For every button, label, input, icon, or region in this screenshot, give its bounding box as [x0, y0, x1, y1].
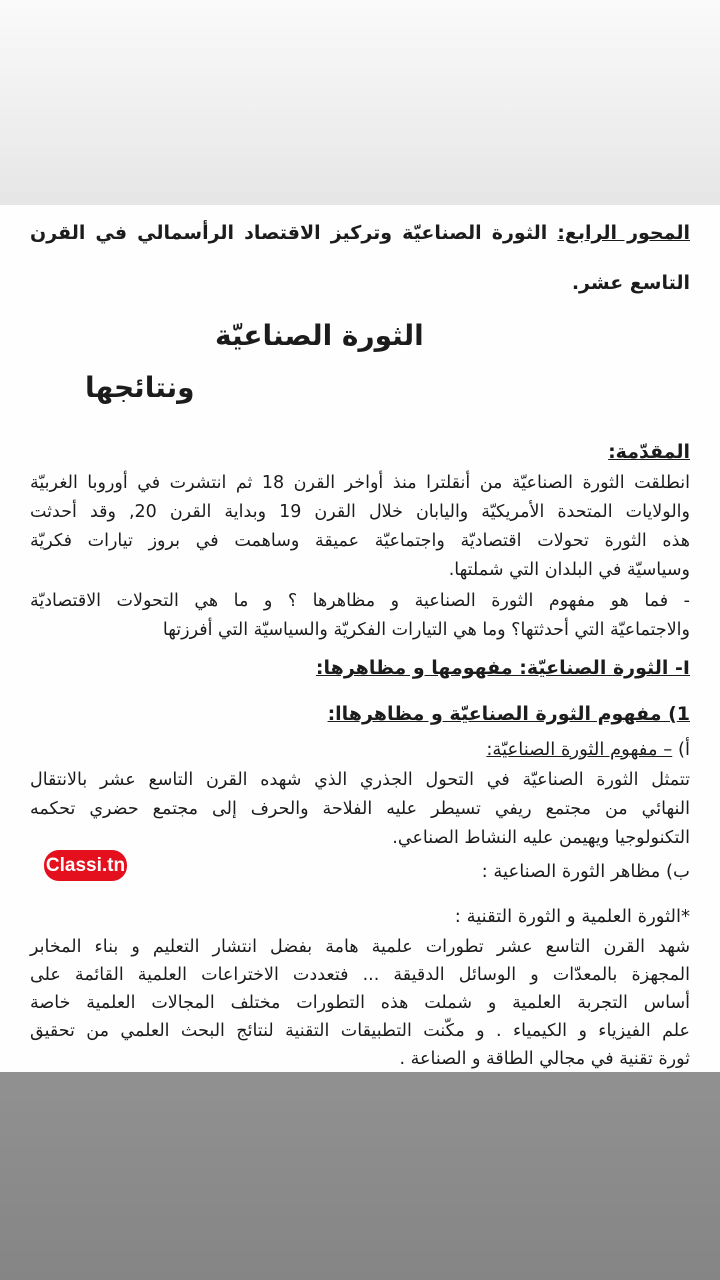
screen-bottom-gray-area — [0, 1072, 720, 1280]
doc-header-line1 — [30, 217, 690, 249]
text-line: والولايات المتحدة الأمريكيّة واليابان خلال القرن 19 وبداية القرن 20, وقد أحدثت — [30, 502, 690, 522]
text-line: شهد القرن التاسع عشر تطورات علمية هامة بفضل انتشار التعليم و بناء المخابر — [30, 937, 690, 957]
doc-header-line2: التاسع عشر. — [571, 272, 690, 294]
science-paragraph — [30, 933, 690, 1073]
text-line: ثورة تقنية في مجالي الطاقة و الصناعة . — [399, 1049, 690, 1069]
definition-paragraph — [30, 766, 690, 853]
text-line: - فما هو مفهوم الثورة الصناعية و مظاهرها ؟ و ما هي التحولات الاقتصاديّة — [30, 591, 690, 611]
text-line: النهائي من مجتمع ريفي تسيطر عليه الفلاحة والحرف إلى مجتمع حضري تحكمه — [30, 799, 690, 819]
screen-top-gray-area — [0, 0, 720, 205]
document-page — [0, 205, 720, 1072]
section1-heading: I- الثورة الصناعيّة: مفهومها و مظاهرها: — [315, 657, 690, 679]
intro-heading: المقدّمة: — [608, 441, 690, 463]
text-line: علم الفيزياء و الكيمياء . و مكّنت التطبيقات التقنية لنتائج البحث العلمي من تحقيق — [30, 1021, 690, 1041]
classi-watermark-label: Classi.tn — [45, 854, 126, 876]
doc-header-chapter-label: المحور الرابع: — [557, 222, 690, 244]
text-line: أساس التجربة العلمية و شملت هذه التطورات مختلف المجالات العلمية خاصة — [30, 993, 690, 1013]
text-line: والاجتماعيّة التي أحدثتها؟ وما هي التيارات الفكريّة والسياسيّة التي أفرزتها — [162, 620, 690, 640]
text-line: هذه الثورة تحولات اقتصاديّة واجتماعيّة عميقة وساهمت في بروز تيارات فكريّة — [30, 531, 690, 551]
questions-paragraph — [30, 587, 690, 645]
sub-a-title: – مفهوم الثورة الصناعيّة: — [486, 739, 673, 760]
doc-subtitle: ونتائجها — [85, 371, 195, 404]
text-line: تتمثل الثورة الصناعيّة في التحول الجذري الذي شهده القرن التاسع عشر بالانتقال — [30, 770, 690, 790]
intro-paragraph — [30, 469, 690, 585]
text-line: وسياسيّة في البلدان التي شملتها. — [448, 560, 690, 580]
classi-watermark-badge — [44, 850, 127, 881]
doc-header-chapter-rest: الثورة الصناعيّة وتركيز الاقتصاد الرأسمالي في القرن — [30, 222, 558, 244]
text-line: المجهزة بالمعدّات و الوسائل الدقيقة ... فتعددت الاختراعات العلمية القائمة على — [30, 965, 690, 985]
sub-a-prefix: أ) — [672, 739, 690, 760]
sub1-heading: 1) مفهوم الثورة الصناعيّة و مظاهرهاا: — [327, 703, 690, 725]
sub-b-heading: ب) مظاهر الثورة الصناعية : — [481, 861, 690, 882]
text-line: التكنولوجيا ويهيمن عليه النشاط الصناعي. — [392, 828, 690, 848]
sub-a-heading — [30, 736, 690, 764]
doc-title: الثورة الصناعيّة — [215, 319, 424, 352]
science-heading: *الثورة العلمية و الثورة التقنية : — [454, 906, 690, 927]
text-line: انطلقت الثورة الصناعيّة من أنقلترا منذ أواخر القرن 18 ثم انتشرت في أوروبا الغربيّة — [30, 473, 690, 493]
